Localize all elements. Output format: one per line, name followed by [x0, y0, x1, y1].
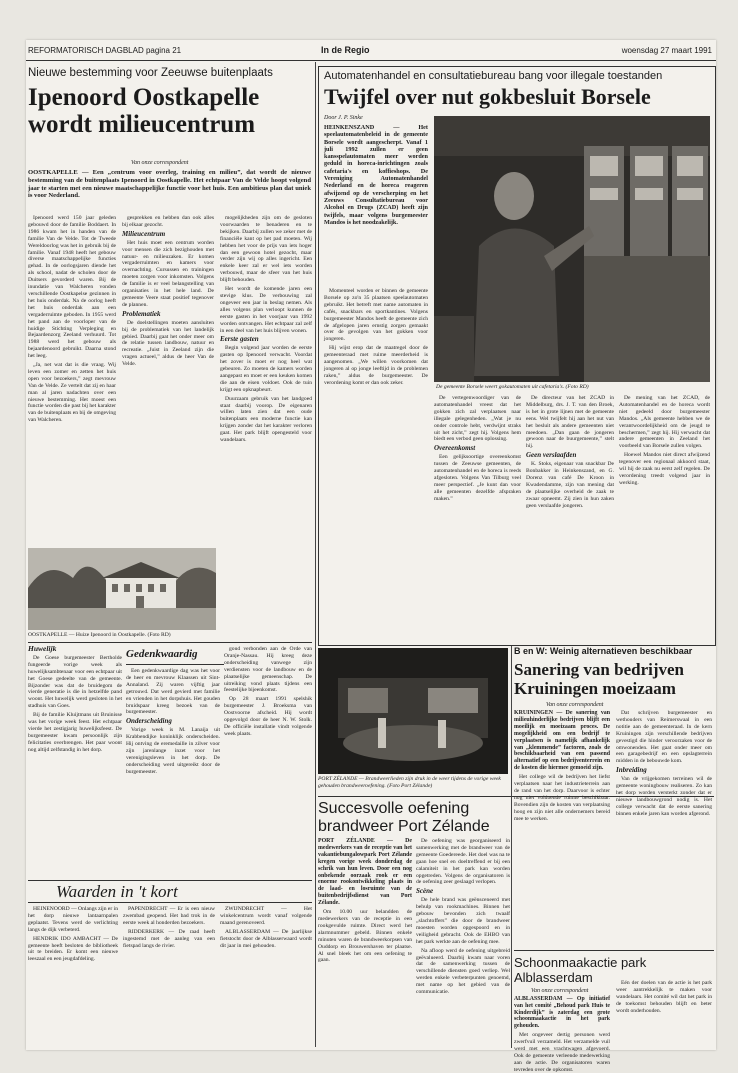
- art2-column-4: [619, 395, 710, 640]
- huwelijk-body-5: goud verbonden aan de Orde van Oranje-Nassau. Hij kreeg deze onderscheiding vanwege zijn verdiensten voor de landbouw en de plaatselijke gemeenschap. De uitreiking vond plaats tijdens een feestelijke bijeenkomst.: [224, 646, 312, 694]
- ipenoord-house-image: [28, 548, 216, 630]
- art1-body-4: Het huis moet een centrum worden voor mensen die zich bezighouden met natuur- en milieuzaken. Er komen vergaderruimten en kamers voor overnachting. Cursussen en trainingen moeten zorgen voor inkomsten. Volgens de familie is er veel belangstelling van organisaties in het hele land. De gemeente Veere staat positief tegenover de plannen.: [122, 239, 214, 308]
- huwelijk-column-1: [28, 646, 122, 876]
- header-paper-name: REFORMATORISCH DAGBLAD pagina 21: [28, 46, 182, 55]
- art5-headline: Schoonmaakactie park Alblasserdam: [514, 955, 647, 985]
- art4-sub-scene: Scène: [416, 887, 434, 896]
- art4-lead: PORT ZÉLANDE — De medewerkers van de receptie van het vakantiebungalowpark Port Zélande kregen vorige week donderdag de schrik van hun leven. Door een nog onbekende oorzaak rook er een enorme rookontwikkeling plaats in de laad- en losruimte van de buitenbedrijfsdienst van Port Zélande.: [318, 838, 412, 907]
- art2-body-6: De directeur van het ZCAD in Middelburg, drs. J. T. van den Broek, is het in grote lijnen met de gemeente eens. Wel twijfelt hij aan het nut van het besluit als andere gemeenten niet meedoen. „Dan gaan de jongeren gewoon naar de buurgemeente,” stelt hij.: [526, 395, 614, 450]
- art1-body-3: gesprekken en hebben dan ook alles bij elkaar gezocht.: [122, 215, 214, 228]
- fire-brigade-image: [318, 648, 508, 774]
- art2-byline: Door J. P. Sinke: [324, 115, 363, 121]
- art1-body-6: mogelijkheden zijn om de gesloten voorwaarden te benaderen en te bekijken. Daarbij zullen we zeker met de financiële kant op het pad moeten. Wij hebben het voor de prijs van iets hoger dan een gewoon hotel gezocht, maar verder zijn wij op alles ingericht. Een enkele keer zal er wel iets worden verbouwd, maar de sfeer van het huis blijft behouden.: [220, 215, 312, 284]
- art4-body-2: De oefening was georganiseerd in samenwerking met de brandweer van de gemeente Goedereede. Het doel was na te gaan hoe snel en doeltreffend er bij een calamiteit in het park kan worden opgetreden. Volgens de organisatoren is de oefening zeer geslaagd verlopen.: [416, 838, 510, 886]
- art5-byline: Van onze correspondent: [531, 988, 589, 994]
- art3-column-1: [514, 710, 610, 945]
- huwelijk-body-1: De Goese burgemeester Bertholde fungeerde vorige week als huwelijksambtenaar voor een echtpaar uit het Goese gedeelte van de gemeente. Bijzonder was dat de bruidegom de vierde generatie is die in hetzelfde pand woont. Het huwelijk werd gesloten in het stadhuis van Goes.: [28, 654, 122, 710]
- art2-headline: Twijfel over nut gokbesluit Borsele: [324, 84, 651, 109]
- art1-body-5: De doelstellingen moeten aansluiten bij de problematiek van het landelijk gebied. Daarbij gaat het onder meer om de relatie tussen landbouw, natuur en recreatie. „Juist in Zeeland zijn die vragen actueel,” aldus de heer Van de Velde.: [122, 319, 214, 368]
- art2-sub-geen-verslaafden: Geen verslaafden: [526, 451, 577, 460]
- column-rule: [315, 62, 316, 1047]
- art1-lead: OOSTKAPELLE — Een „centrum voor overleg, training en milieu”, dat wordt de nieuwe bestemming van de buitenplaats Ipenoord in Oostkapelle. Het echtpaar Van de Velde hoopt volgend jaar te starten met een nieuwe maatschappelijke functie voor het huis. Een ambitieus plan dat uniek is voor Nederland.: [28, 169, 311, 200]
- art3-body-1: Dat schrijven burgemeester en wethouders van Reimerswaal in een notitie aan de gemeenteraad. In de kern Kruiningen zijn verschillende bedrijven gevestigd die hinder veroorzaken voor de omwonenden. Het gaat onder meer om een garagebedrijf en een opslagterrein midden in de bebouwde kom.: [616, 710, 712, 765]
- column-rule: [511, 646, 512, 1048]
- art4-photo-caption: PORT ZÉLANDE — Brandweerlieden zijn druk in de weer tijdens de vorige week gehouden brandweeroefening. (Foto Port Zélande): [318, 776, 501, 789]
- art4-column-1: [318, 838, 412, 1048]
- waarden-item: HEINENOORD — Onlangs zijn er in het dorp nieuwe lantaarnpalen geplaatst. Tevens werd de verlichting langs de dijk verbeterd.: [28, 906, 118, 933]
- art4-body-1: Om 10.00 uur belandden de medewerkers van de receptie in een rookgevulde ruimte. Direct werd het alarmnummer gebeld. Binnen enkele minuten waren de brandweerkorpsen van Ouddorp en Brouwershaven ter plaatse. Al snel bleek het om een oefening te gaan.: [318, 909, 412, 964]
- art2-lead: HEINKENSZAND — Het speelautomatenbeleid in de gemeente Borsele wordt aangescherpt. Vanaf 1 juli 1992 zullen er geen kansspelautomaten meer worden geduld in horeca-inrichtingen zoals cafetaria's en koffieshops. De Vereniging Automatenhandel Nederland en de horeca reageren afwijzend op de verscherping en het Zeeuws Consultatiebureau voor Alcohol en Drugs (ZCAD) heeft zijn twijfels, maar volgens burgemeester Mandos is het noodzakelijk.: [324, 124, 428, 226]
- header-date: woensdag 27 maart 1991: [621, 46, 712, 55]
- art4-body-4: Na afloop werd de oefening uitgebreid geëvalueerd. Daarbij kwam naar voren dat de samenwerking tussen de verschillende diensten goed verliep. Wel werden enkele verbeterpunten genoemd, met name op het gebied van de communicatie.: [416, 947, 510, 996]
- art2-body-2: Hij wijst erop dat de maatregel door de gemeenteraad met ruime meerderheid is aangenomen. „We willen voorkomen dat jongeren al op jonge leeftijd in de problemen raken,” aldus de burgemeester. De verordening komt er dan ook zeker.: [324, 345, 428, 386]
- art3-kicker: B en W: Weinig alternatieven beschikbaar: [514, 646, 693, 656]
- waarden-item: HENDRIK IDO AMBACHT — De gemeente heeft besloten de bibliotheek uit te breiden. Er komt een nieuwe leeszaal en een jeugdafdeling.: [28, 935, 118, 963]
- huwelijk-body-3: Een gedenkwaardige dag was het voor de heer en mevrouw Klaassen uit Sint-Annaland. Zij waren vijftig jaar getrouwd. Dat werd gevierd met familie en vrienden in het dorpshuis. Het gouden bruidspaar kreeg bezoek van de burgemeester.: [126, 668, 220, 716]
- waarden-column-1: [28, 906, 118, 1048]
- art1-photo-caption: OOSTKAPELLE — Huize Ipenoord in Oostkapelle. (Foto RD): [28, 632, 171, 638]
- waarden-item: PAPENDRECHT — Er is een nieuw zwembad geopend. Het bad trok in de eerste week al honderden bezoekers.: [123, 906, 215, 926]
- slot-machines-image: [434, 116, 710, 382]
- art2-body-7: De mening van het ZCAD, de Automatenhandel en de horeca wordt niet gedeeld door burgemeester Mandos. „Als gemeente hebben we de verantwoordelijkheid om de jeugd te beschermen,” zegt hij. Hij verwacht dat andere gemeenten in Zeeland het voorbeeld van Borsele zullen volgen.: [619, 395, 710, 450]
- art2-column-2: [434, 395, 521, 640]
- art3-lead: KRUININGEN — De sanering van milieuhinderlijke bedrijven blijft een moeilijk en moeizaam proces. De mogelijkheid om een bedrijf te verplaatsen is namelijk afhankelijk van „klemmende” factoren, zoals de beschikbaarheid van een passend alternatief op een bedrijventerrein en de kosten die hiermee gemoeid zijn.: [514, 710, 610, 772]
- header-section: In de Regio: [321, 45, 370, 55]
- art1-sub-problematiek: Problematiek: [122, 309, 161, 318]
- art2-photo-caption: De gemeente Borsele weert gokautomaten uit cafetaria's. (Foto RD): [436, 384, 589, 390]
- art2-column-1: [324, 288, 428, 558]
- art3-byline: Van onze correspondent: [546, 702, 604, 708]
- waarden-column-2: [123, 906, 215, 1048]
- art2-column-3: [526, 395, 614, 640]
- art4-column-2: [416, 838, 510, 1048]
- art1-column-3: [220, 215, 312, 630]
- art2-body-3: Een gelijksoortige overeenkomst tussen de Zeeuwse gemeenten, de automatenhandel en de horeca is reeds afgesloten. Volgens Van Tilburg veel meer perspectief. „Je kunt dan voor alle gemeenten dezelfde afspraken maken.”: [434, 454, 521, 502]
- art5-column-1: [514, 996, 610, 1073]
- gedenkwaardig-title: Gedenkwaardig: [126, 648, 224, 665]
- huwelijk-body-6: Op 28 maart 1991 spelshik burgemeester J. Broeksma van Oostvoorne afscheid. Hij wordt opgevolgd door de heer N. W. Stolk. De officiële installatie vindt volgende week plaats.: [224, 696, 312, 737]
- art3-body-3: Van de vrijgekomen terreinen wil de gemeente woningbouw realiseren. Zo kan het dorp worden versterkt zonder dat er nieuwe landbouwgrond nodig is. Het college verwacht dat de eerste sanering binnen enkele jaren kan worden afgerond.: [616, 776, 712, 817]
- art1-byline: Van onze correspondent: [131, 160, 189, 166]
- waarden-rule: [28, 880, 312, 881]
- art1-column-1: [28, 215, 116, 545]
- art1-body-8: Begin volgend jaar worden de eerste gasten op Ipenoord verwacht. Voordat het zover is moet er nog heel wat gebeuren. Zo moeten de kamers worden aangepast en moet er een keuken komen die aan de eisen voldoet. Ook de tuin krijgt een opknapbeurt.: [220, 345, 312, 393]
- art5-body-2: Eén der doelen van de actie is het park weer aantrekkelijk te maken voor wandelaars. Het comité wil dat het park in de toekomst behouden blijft en beter wordt onderhouden.: [616, 980, 712, 1014]
- art2-body-8: Hoewel Mandos niet direct afwijzend tegenover een regionaal akkoord staat, wil hij de zaak nu eerst zelf regelen. De verordening treedt volgend jaar in werking.: [619, 452, 710, 486]
- art3-headline: Sanering van bedrijven Kruiningen moeizaam: [514, 660, 685, 698]
- page-header: [26, 44, 716, 58]
- art3-body-2: Het college wil de bedrijven het liefst verplaatsen naar het industrieterrein aan de rand van het dorp. Daarvoor is echter nog niet voldoende ruimte beschikbaar. Bovendien zijn de kosten van verplaatsing hoog en zijn niet alle ondernemers bereid mee te werken.: [514, 774, 610, 822]
- art3-sub-inbreiding: Inbreiding: [616, 766, 647, 775]
- art2-body-5: K. Stoks, eigenaar van snackbar De Bonbakker in Heinkenszand, en G. Dorenz van café De Kroon in Kwadendamme, zijn van mening dat de plaatselijke overheid de zaak te zwaar opneemt. Zij zien in hun zaken geen verslaafde jongeren.: [526, 461, 614, 509]
- art5-column-2: [616, 980, 712, 1048]
- art4-rule: [318, 796, 714, 797]
- art4-headline: Succesvolle oefening brandweer Port Zélande: [318, 800, 490, 835]
- huwelijk-body-2: Bij de familie Kluijtmans uit Bruinisse was het vorige week feest. Het echtpaar vierde het zestigjarig huwelijksfeest. De burgemeester kwam persoonlijk zijn felicitaties overbrengen. Het paar woont nog altijd zelfstandig in het dorp.: [28, 712, 122, 753]
- art2-sub-overeenkomst: Overeenkomst: [434, 444, 476, 453]
- huwelijk-body-4: Vorige week is M. Lanaija uit Krabbendijke koninklijk onderscheiden. Hij ontving de eremedaille in zilver voor zijn jarenlange inzet voor het verenigingsleven in het dorp. De onderscheiding werd uitgereikt door de burgemeester.: [126, 727, 220, 775]
- waarden-item: ZWIJNDRECHT — Het winkelcentrum wordt vanaf volgende maand gerenoveerd.: [220, 906, 312, 926]
- waarden-column-3: [220, 906, 312, 1048]
- huwelijk-title: Huwelijk: [28, 644, 57, 653]
- waarden-title: Waarden in 't kort: [56, 882, 178, 901]
- art5-rule: [514, 950, 714, 951]
- header-rule: [26, 60, 716, 61]
- art1-headline: Ipenoord Oostkapelle wordt milieucentrum: [28, 84, 260, 138]
- art1-body-7: Het wordt de komende jaren een stevige klus. De verbouwing zal ongeveer een jaar in beslag nemen. Als alles volgens plan verloopt kunnen de eerste gasten in het voorjaar van 1992 worden ontvangen. Het echtpaar zal zelf in een deel van het huis blijven wonen.: [220, 286, 312, 334]
- art2-kicker: Automatenhandel en consultatiebureau bang voor illegale toestanden: [324, 70, 663, 82]
- newspaper-page: [26, 40, 716, 1073]
- art1-body-2: „Ja, net wat dat is die vraag. Wij leven een zomer en zetten het huis open voor bezoekers,” zegt mevrouw Van de Velde. Ze vertelt dat zij en haar man al jaren nadachten over een nieuwe bestemming. Het moest een functie worden die past bij het karakter van de buitenplaats en bij de omgeving van Walcheren.: [28, 362, 116, 424]
- waarden-item: RIDDERKERK — De raad heeft ingestemd met de aanleg van een fietspad langs de rivier.: [123, 928, 215, 949]
- art2-photo-gokautomaten: [434, 116, 710, 382]
- art1-sub-milieucentrum: Milieucentrum: [122, 229, 166, 238]
- art4-photo-brandweer: [318, 648, 508, 774]
- huwelijk-column-2: [126, 668, 220, 876]
- art3-column-2: [616, 710, 712, 945]
- art1-column-2: [122, 215, 214, 545]
- art1-kicker: Nieuwe bestemming voor Zeeuwse buitenplaats: [28, 67, 273, 79]
- huwelijk-sub-onderscheiding: Onderscheiding: [126, 717, 172, 726]
- waarden-rule-2: [28, 902, 312, 903]
- art5-lead: ALBLASSERDAM — Op initiatief van het comité „Behoud park Huis te Kinderdijk” is zaterdag een grote schoonmaakactie in het park gehouden.: [514, 996, 610, 1030]
- section-rule: [28, 642, 312, 643]
- art1-body-1: Ipenoord werd 150 jaar geleden gebouwd door de familie Boddaert. In 1986 kwam het in handen van de familie Van de Velde. Tot de Tweede Wereldoorlog was het in gebruik bij de familie. Vanaf 1948 heeft het gebouw diverse maatschappelijke functies gehad. In de oorlogsjaren diende het als school, nadat de scholen door de Duitsers gevorderd waren. Bij de inundatie van Walcheren vonden verschillende Oostkapelse gezinnen in het huis onderdak. Na de oorlog heeft het huis onderdak aan een vergaderruimte geboden. In 1955 werd het pand aan de voorloper van de huidige Stichting Verpleging en Bejaardenzorg Zeeland verhuurd. Tot 1988 werd het gebouw als bejaardenoord gebruikt. Daarna stond het leeg.: [28, 215, 116, 360]
- waarden-item: ALBLASSERDAM — De jaarlijkse fietstocht door de Alblasserwaard wordt dit jaar in mei gehouden.: [220, 928, 312, 949]
- art5-body-1: Met ongeveer dertig personen werd zwerfvuil verzameld. Het verzamelde vuil werd met een vrachtwagen afgevoerd. Ook de gemeente verleende medewerking aan de actie. De organisatoren waren tevreden over de opkomst.: [514, 1031, 610, 1073]
- art4-body-3: De hele brand was geënsceneerd met behulp van rookmachines. Binnen het gebouw bevonden zich twaalf „slachtoffers” die door de brandweer moesten worden opgespoord en in veiligheid gebracht. Ook de EHBO van het park werkte aan de oefening mee.: [416, 897, 510, 945]
- art2-body-1: Momenteel worden er binnen de gemeente Borsele op zo'n 35 plaatsen speelautomaten gebruikt. Het betreft met name automaten in cafés, snackbars en sportkantines. Volgens burgemeester Mandos heeft de gemeente zich de afgelopen jaren ernstig zorgen gemaakt over de gevolgen van het gokken voor jongeren.: [324, 288, 428, 343]
- huwelijk-column-3: [224, 646, 312, 876]
- art2-body-4: De vertegenwoordiger van de automatenhandel vreest dat het gokken zich zal verplaatsen naar illegale gelegenheden. „Wat je nu onder controle hebt, verdwijnt straks uit het zicht,” zegt hij. Volgens hem biedt een verbod geen oplossing.: [434, 395, 521, 443]
- art1-body-9: Duurzaam gebruik van het landgoed staat daarbij voorop. De eigenaren willen laten zien dat een oude buitenplaats een moderne functie kan krijgen zonder dat het karakter verloren gaat. Het park blijft opengesteld voor wandelaars.: [220, 395, 312, 444]
- art1-photo-ipenoord: [28, 548, 216, 630]
- art1-sub-eerste-gasten: Eerste gasten: [220, 335, 259, 344]
